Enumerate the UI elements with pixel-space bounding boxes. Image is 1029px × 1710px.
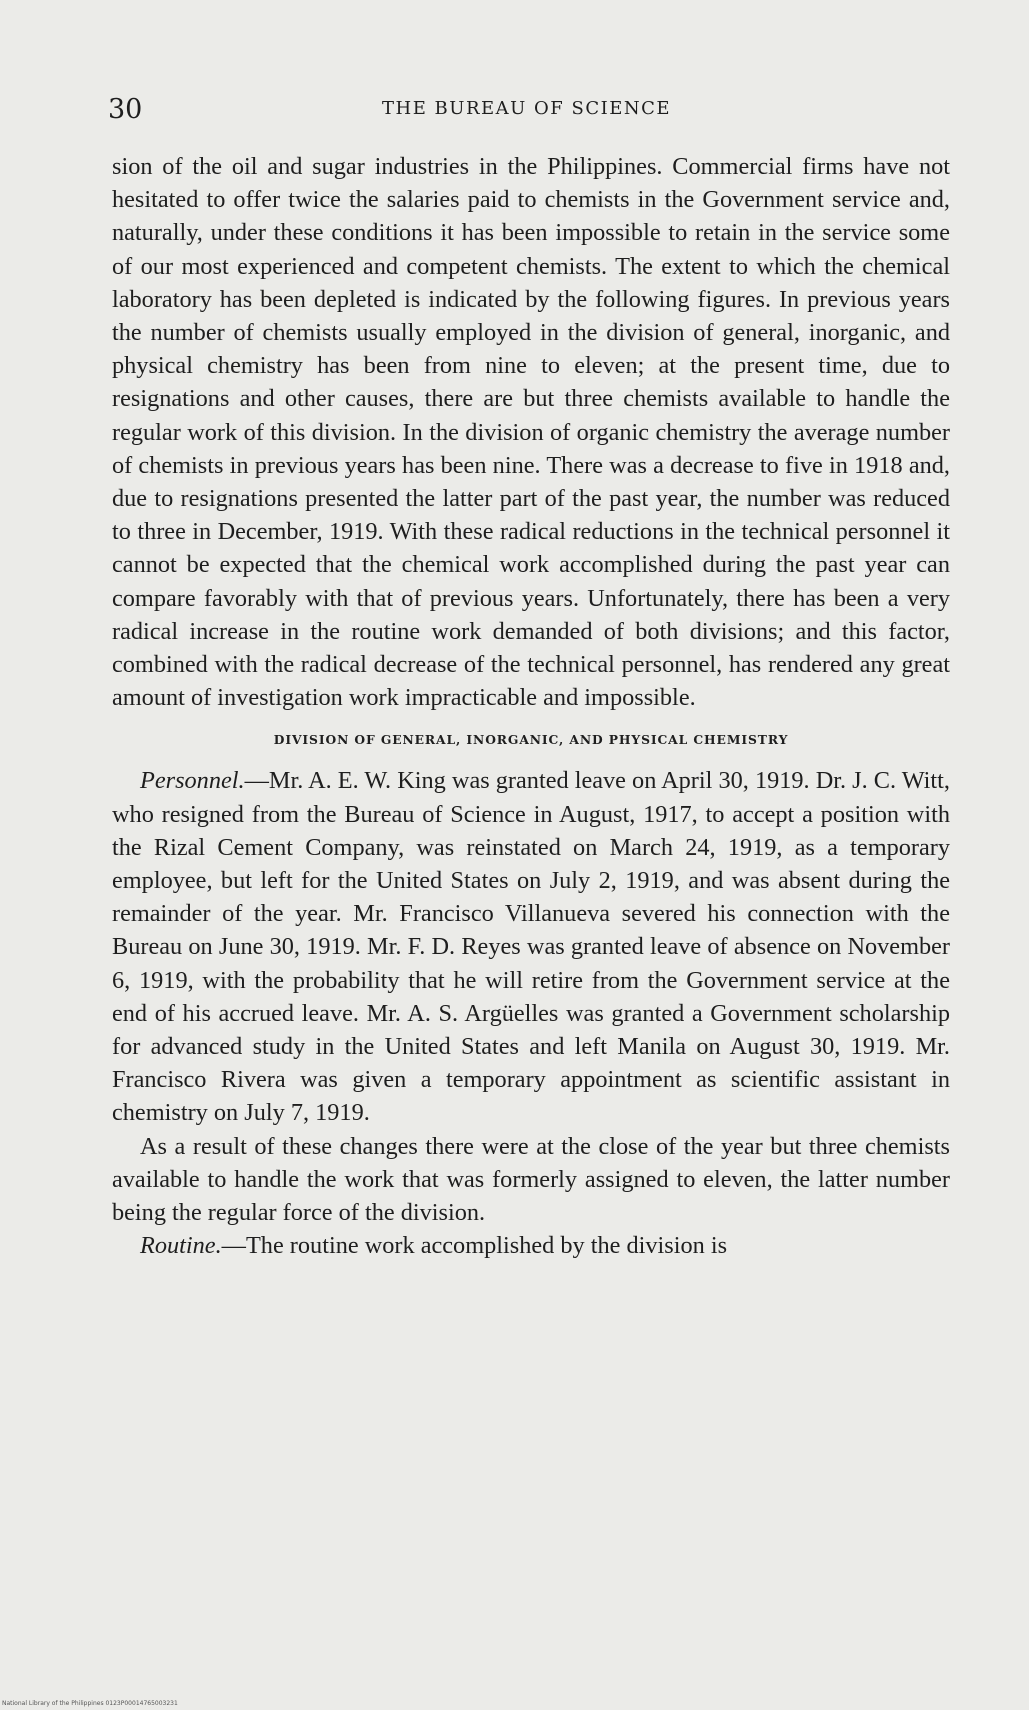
running-head: THE BUREAU OF SCIENCE <box>381 98 672 119</box>
paragraph-routine-text: —The routine work accomplished by the division is <box>221 1232 728 1260</box>
section-heading: DIVISION OF GENERAL, INORGANIC, AND PHYSICAL CHEMISTRY <box>273 732 789 748</box>
run-in-heading-routine: Routine. <box>140 1232 222 1260</box>
body-text <box>112 150 950 1263</box>
page-number: 30 <box>108 94 143 125</box>
page-header <box>108 94 945 128</box>
paragraph-intro: sion of the oil and sugar industries in the Philippines. Commercial firms have not hesitated to offer twice the salaries paid to chemists in the Government service and, naturally, under these conditions it has been impossible to retain in the service some of our most experienced and competent chemists. The extent to which the chemical laboratory has been depleted is indicated by the following figures. In previous years the number of chemists usually employed in the division of general, inorganic, and physical chemistry has been from nine to eleven; at the present time, due to resignations and other causes, there are but three chemists available to handle the regular work of this division. In the division of organic chemistry the average number of chemists in previous years has been nine. There was a decrease to five in 1918 and, due to resignations presented the latter part of the past year, the number was reduced to three in December, 1919. With these radical reductions in the technical personnel it cannot be expected that the chemical work accomplished during the past year can compare favorably with that of previous years. Unfortunately, there has been a very radical increase in the routine work demanded of both divisions; and this factor, combined with the radical decrease of the technical personnel, has rendered any great amount of investigation work impracticable and impossible. <box>112 153 950 712</box>
paragraph-result: As a result of these changes there were at the close of the year but three chemists available to handle the work that was formerly assigned to eleven, the latter number being the regular force of the division. <box>112 1132 950 1227</box>
scan-footer: National Library of the Philippines 0123P00014765003231 <box>2 1700 178 1707</box>
paragraph-personnel <box>112 764 950 1129</box>
paragraph-routine <box>112 1229 950 1262</box>
paragraph-personnel-text: —Mr. A. E. W. King was granted leave on April 30, 1919. Dr. J. C. Witt, who resigned from the Bureau of Science in August, 1917, to accept a position with the Rizal Cement Company, was reinstated on March 24, 1919, as a temporary employee, but left for the United States on July 2, 1919, and was absent during the remainder of the year. Mr. Francisco Villanueva severed his connection with the Bureau on June 30, 1919. Mr. F. D. Reyes was granted leave of absence on November 6, 1919, with the probability that he will retire from the Government service at the end of his accrued leave. Mr. A. S. Argüelles was granted a Government scholarship for advanced study in the United States and left Manila on August 30, 1919. Mr. Francisco Rivera was given a temporary appointment as scientific assistant in chemistry on July 7, 1919. <box>112 767 950 1127</box>
run-in-heading-personnel: Personnel. <box>140 767 245 795</box>
